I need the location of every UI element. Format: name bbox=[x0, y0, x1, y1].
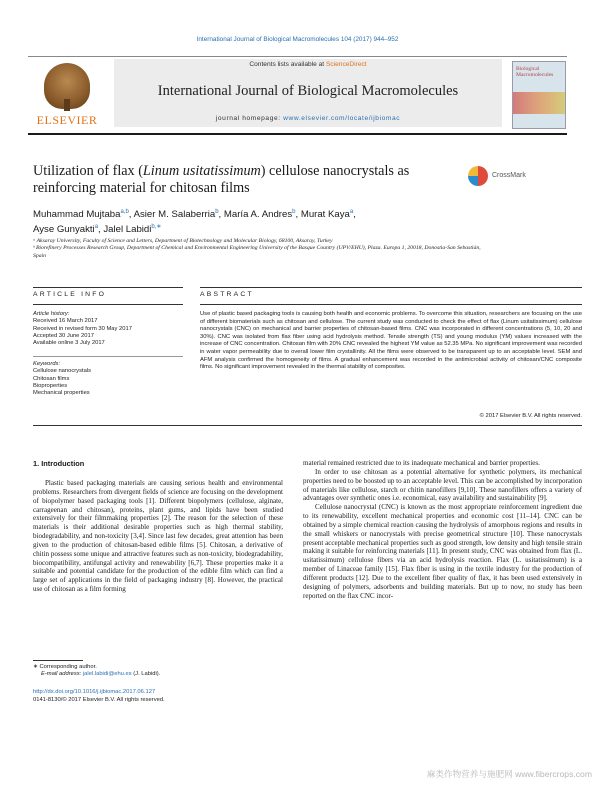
keyword: Mechanical properties bbox=[33, 390, 90, 397]
title-species: Linum usitatissimum bbox=[142, 163, 261, 179]
corresponding-author: ∗ Corresponding author. bbox=[33, 664, 97, 670]
article-title bbox=[33, 163, 453, 197]
email-link[interactable]: jalel.labidi@ehu.es bbox=[82, 671, 132, 678]
crossmark-badge[interactable] bbox=[468, 166, 568, 188]
contents-line bbox=[114, 61, 502, 68]
abstract-copyright: © 2017 Elsevier B.V. All rights reserved. bbox=[479, 413, 582, 419]
history-item: Available online 3 July 2017 bbox=[33, 340, 105, 347]
email-label: E-mail address: bbox=[41, 671, 83, 678]
history-item: Accepted 30 June 2017 bbox=[33, 332, 94, 339]
homepage-line bbox=[114, 115, 502, 122]
tree-trunk bbox=[64, 99, 70, 111]
abstract-heading: ABSTRACT bbox=[200, 291, 254, 298]
article-history bbox=[33, 311, 183, 347]
journal-reference: International Journal of Biological Macromolecules 104 (2017) 944–952 bbox=[196, 36, 399, 43]
divider bbox=[200, 304, 582, 305]
doi-block bbox=[33, 689, 283, 704]
journal-name: International Journal of Biological Macromolecules bbox=[157, 83, 459, 99]
keyword: Chitosan films bbox=[33, 375, 70, 382]
publisher-name: ELSEVIER bbox=[36, 113, 98, 127]
body-right-column bbox=[303, 459, 582, 601]
author[interactable]: Murat Kaya$^a$ bbox=[300, 209, 354, 221]
keyword: Bioproperties bbox=[33, 382, 68, 389]
keywords-label: Keywords: bbox=[33, 361, 61, 367]
author[interactable]: Muhammad Mujtaba$^{a,b}$ bbox=[33, 209, 129, 221]
affiliation-b: ᵇ Biorefinery Processes Research Group, Department of Chemical and Environmental Engineering University of the Basque Country (UPV/EHU), Plaza. Europa 1, 20018, Donostia-San Sebastián, Spain bbox=[33, 245, 481, 259]
keyword: Cellulose nanocrystals bbox=[33, 368, 91, 375]
divider bbox=[33, 356, 183, 357]
keywords bbox=[33, 361, 183, 397]
journal-cover bbox=[512, 61, 566, 129]
author[interactable]: María A. Andres$^b$ bbox=[223, 209, 296, 221]
homepage-label: journal homepage: bbox=[215, 115, 284, 122]
email-suffix: (J. Labidi). bbox=[131, 671, 161, 678]
divider bbox=[33, 425, 582, 426]
doi-link[interactable]: http://dx.doi.org/10.1016/j.ijbiomac.2017.06.127 bbox=[33, 689, 156, 695]
issn-line: 0141-8130/© 2017 Elsevier B.V. All rights reserved. bbox=[33, 696, 165, 703]
watermark: 麻类作物营养与施肥网 www.fibercrops.com bbox=[426, 769, 592, 779]
paragraph: Plastic based packaging materials are causing serious health and environmental problems. Researchers from divergent fields of science are focusing on the development of biopolymer based packaging tools [1]. Different biopolymers (cellulose, alginate, carrageenan and chitosan), proteins, plant gums, and lipids have been studied extensively for their filmmaking properties [2]. The reason for the selection of these materials is their additional desirable properties such as high thermal stability, biodegradability, and non-toxicity [3,4]. Since last few decades, great attention has been given to the production of chitosan-based edible films [5]. Chitosan, a derivative of chitin possess some unique and attractive features such as non-toxicity, biodegradability, biocompatibility, antifungal activity and renewability [6,7]. These properties make it a suitable and potential candidate for the production of the edible film which can find a large set of applications in the field of packaging industry [8]. However, the practical use of chitosan as a film forming bbox=[33, 479, 283, 594]
affiliation-a: ᵃ Aksaray University, Faculty of Science and Letters, Department of Biotechnology and Molecular Biology, 68100, Aksaray, Turkey bbox=[33, 238, 333, 244]
authors-line-1: Muhammad Mujtaba$^{a,b}$, Asier M. Salaberria$^b$, María A. Andres$^b$, Murat Kaya$^a$, bbox=[33, 209, 356, 221]
history-item: Received 16 March 2017 bbox=[33, 318, 98, 325]
affiliations bbox=[33, 238, 493, 260]
abstract-text: Use of plastic based packaging tools is causing both health and economic problems. To overcome this situation, researchers are focusing on the use of different biomaterials such as chitosan and cellulose. The current study was conducted to check the effect of flax (Linum usitatissimum) cellulose nanocrystals (CNC) on mechanical and barrier properties of chitosan-based films. CNC was incorporated in different concentrations (5, 10, 20 and 30%). CNC was isolated from flax fiber using acid hydrolysis method. Tensile strength (TS) and young modulus (YM) values increased with the increase of CNC concentration. Chitosan film with 20% CNC revealed the highest YM value as 52.35 MPa. No significant improvement was recorded in water vapor permeability due to overall lower film crystallinity. All the films were observed to be transparent up to an acceptable level. SEM and AFM analysis confirmed the homogeneity of films. A gradual enhancement was recorded in the antimicrobial activity of chitosan/CNC composite films. No significant improvement revealed in the thermal stability of composites. bbox=[200, 311, 582, 371]
footnote-divider bbox=[33, 660, 83, 661]
email-line bbox=[33, 671, 283, 678]
history-label: Article history: bbox=[33, 311, 70, 317]
authors-line-2: Ayse Gunyakti$^a$, Jalel Labidi$^{b,∗}$ bbox=[33, 224, 162, 236]
author[interactable]: Jalel Labidi$^{b,∗}$ bbox=[103, 224, 162, 236]
crossmark-label: CrossMark bbox=[492, 172, 526, 179]
journal-header bbox=[28, 56, 567, 135]
paragraph: material remained restricted due to its inadequate mechanical and barrier properties. bbox=[303, 459, 540, 467]
divider bbox=[200, 287, 582, 288]
divider bbox=[33, 304, 183, 305]
history-item: Received in revised form 30 May 2017 bbox=[33, 325, 132, 332]
divider bbox=[33, 287, 183, 288]
elsevier-logo bbox=[32, 63, 102, 127]
sciencedirect-link[interactable]: ScienceDirect bbox=[325, 61, 367, 68]
cover-title: Biological Macromolecules bbox=[516, 66, 554, 79]
contents-prefix: Contents lists available at bbox=[249, 61, 326, 68]
author[interactable]: Ayse Gunyakti$^a$ bbox=[33, 224, 99, 236]
author[interactable]: Asier M. Salaberria$^b$ bbox=[133, 209, 219, 221]
article-info-heading: ARTICLE INFO bbox=[33, 291, 107, 298]
paragraph: In order to use chitosan as a potential alternative for synthetic polymers, its mechanical properties need to be boosted up to an acceptable level. This can be accomplished by incorporation of materials like cellulose, starch or chitin nanofillers [9,10]. These nanofillers offers a variety of advantages over synthetic ones i.e. economical, easy availability and sustainability [9]. bbox=[303, 467, 582, 503]
journal-banner bbox=[114, 59, 502, 127]
footnote bbox=[33, 664, 283, 679]
paragraph: Cellulose nanocrystal (CNC) is known as the most appropriate reinforcement ingredient due to its renewability, excellent mechanical properties and economic cost [11–14]. CNC can be obtained by a simple chemical reaction causing the hydrolysis of amorphous regions and results in the small whiskers or nanocrystals with precise geometrical structure [10]. These nanocrystals present acceptable mechanical properties such as good strength, low density and high tensile strain making it suitable for reinforcing materials [11]. In present study, CNC was obtained from flax (L. usitatissimum) cellulose fibers via an acid hydrolysis reaction. Flax (L. usitatissimum) is a member of Linaceae family [15]. Flax fiber is using in the textile industry for the production of different products [12]. Due to the excellent fiber quality of flax, it has been used extensively in designing of polymers, adsorbents and building materials. But up to now, no study has been reported on the flax CNC incor- bbox=[303, 503, 582, 600]
title-part-1: Utilization of flax ( bbox=[33, 163, 143, 179]
crossmark-icon bbox=[468, 166, 488, 186]
title-part-2: ) cellulose nanocrystals as reinforcing material for chitosan films bbox=[33, 163, 410, 196]
cover-image bbox=[513, 92, 565, 114]
body-left-column bbox=[33, 479, 283, 594]
section-heading: 1. Introduction bbox=[33, 459, 85, 468]
author-list bbox=[33, 206, 473, 236]
homepage-link[interactable]: www.elsevier.com/locate/ijbiomac bbox=[283, 115, 401, 122]
